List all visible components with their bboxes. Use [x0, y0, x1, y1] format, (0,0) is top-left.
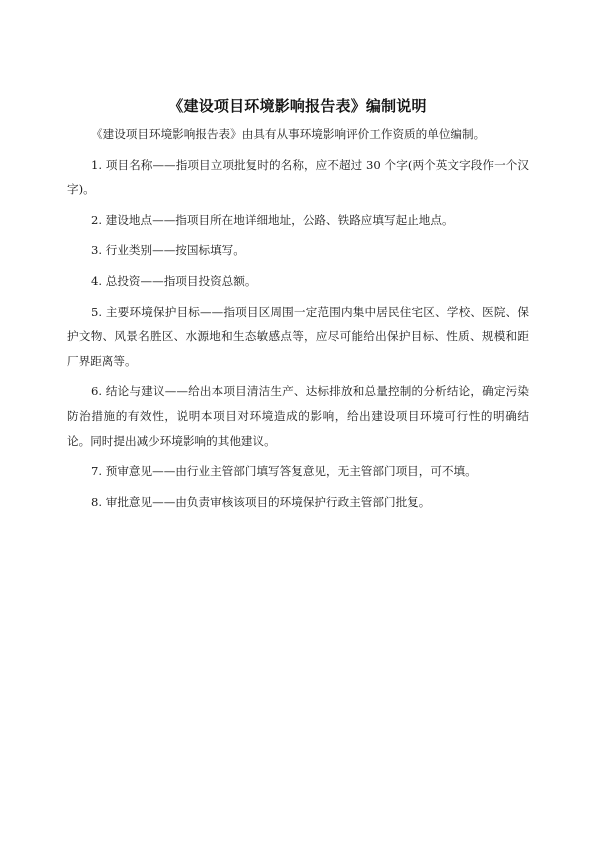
item-total-investment: 4. 总投资——指项目投资总额。 — [91, 273, 257, 288]
document-body — [67, 122, 529, 520]
document-title: 《建设项目环境影响报告表》编制说明 — [168, 97, 427, 115]
item-protection-targets: 5. 主要环境保护目标——指项目区周围一定范围内集中居民住宅区、学校、医院、保护文物、风景名胜区、水源地和生态敏感点等，应尽可能给出保护目标、性质、规模和距厂界距离等。 — [67, 304, 529, 368]
item-industry-category: 3. 行业类别——按国标填写。 — [91, 243, 245, 258]
item-conclusion-suggestions: 6. 结论与建议——给出本项目清洁生产、达标排放和总量控制的分析结论，确定污染防治措施的有效性，说明本项目对环境造成的影响，给出建设项目环境可行性的明确结论。同时提出减少环境影响的其他建议。 — [67, 384, 529, 448]
item-project-name: 1. 项目名称——指项目立项批复时的名称，应不超过 30 个字(两个英文字段作一个汉字)。 — [67, 157, 529, 197]
item-construction-site: 2. 建设地点——指项目所在地详细地址，公路、铁路应填写起止地点。 — [91, 212, 454, 227]
item-approval-opinion: 8. 审批意见——由负责审核该项目的环境保护行政主管部门批复。 — [91, 494, 431, 509]
intro-paragraph: 《建设项目环境影响报告表》由具有从事环境影响评价工作资质的单位编制。 — [91, 127, 486, 141]
item-pre-review-opinion: 7. 预审意见——由行业主管部门填写答复意见，无主管部门项目，可不填。 — [91, 464, 477, 479]
